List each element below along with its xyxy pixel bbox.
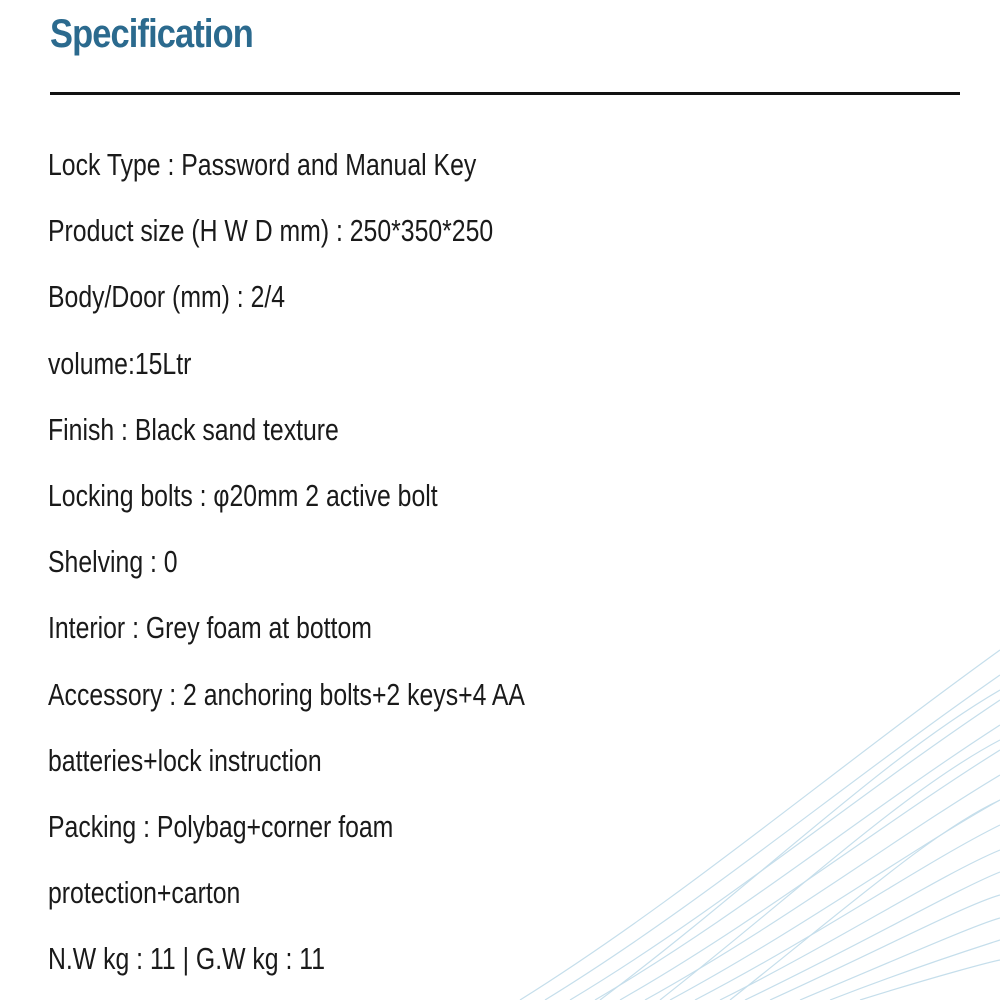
spec-product-size: Product size (H W D mm) : 250*350*250	[48, 213, 494, 249]
spec-weights: N.W kg : 11 | G.W kg : 11	[48, 941, 326, 977]
spec-shelving: Shelving : 0	[48, 544, 178, 580]
spec-locking-bolts: Locking bolts : φ20mm 2 active bolt	[48, 477, 438, 513]
spec-list	[48, 132, 644, 992]
spec-body-door: Body/Door (mm) : 2/4	[48, 279, 286, 315]
spec-packing-continued: protection+carton	[48, 875, 241, 911]
spec-interior: Interior : Grey foam at bottom	[48, 610, 372, 646]
spec-accessory-continued: batteries+lock instruction	[48, 742, 322, 778]
spec-volume: volume:15Ltr	[48, 345, 192, 381]
title-divider	[50, 92, 960, 95]
spec-packing: Packing : Polybag+corner foam	[48, 808, 394, 844]
spec-finish: Finish : Black sand texture	[48, 411, 339, 447]
spec-accessory: Accessory : 2 anchoring bolts+2 keys+4 AA	[48, 676, 525, 712]
page-title: Specification	[50, 12, 253, 56]
spec-lock-type: Lock Type : Password and Manual Key	[48, 147, 477, 182]
